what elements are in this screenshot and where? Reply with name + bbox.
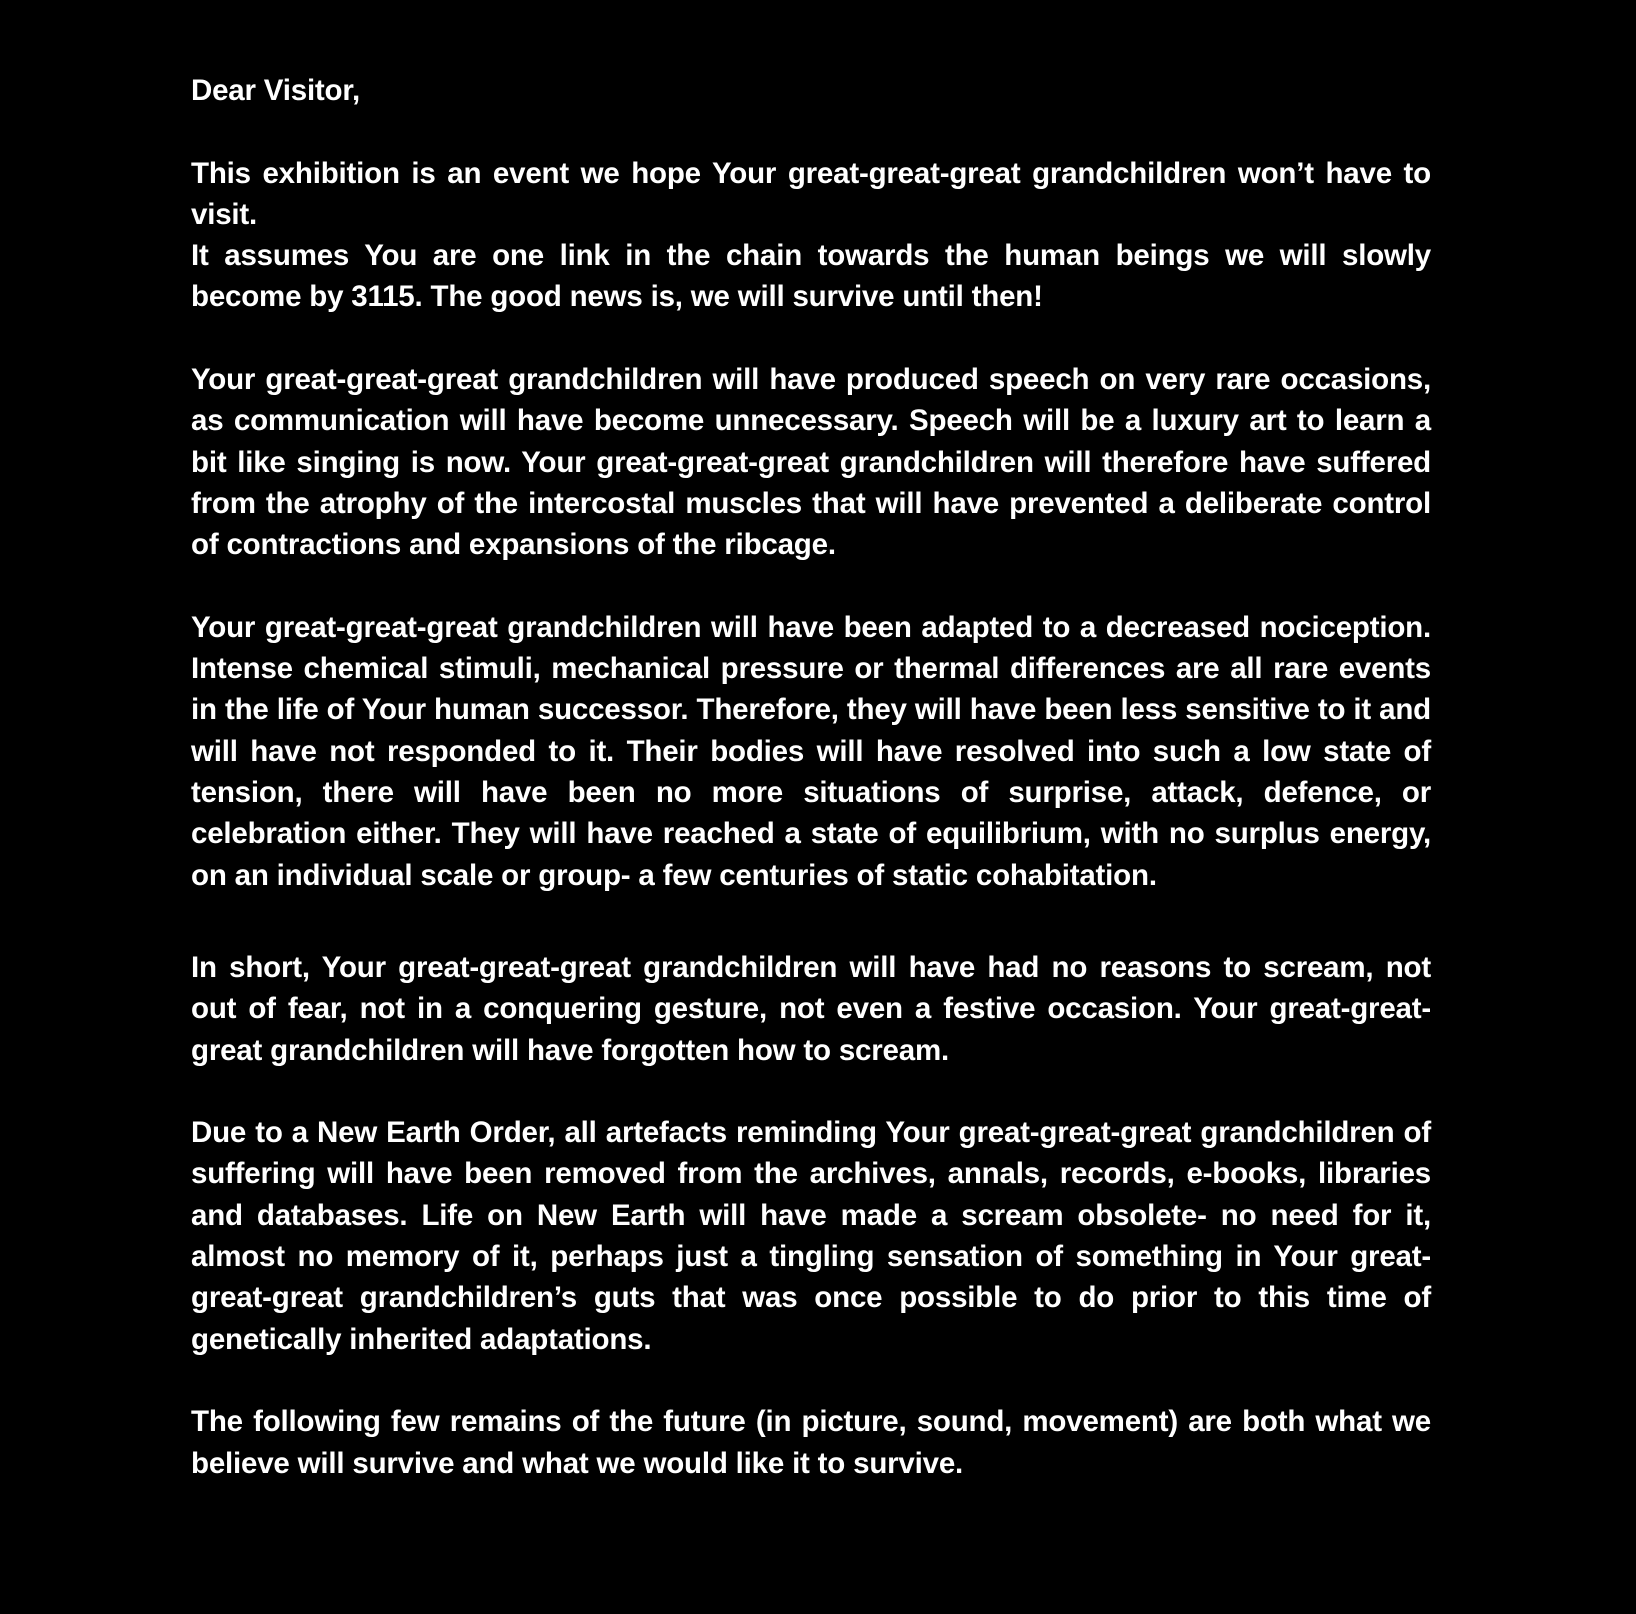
letter-body (191, 70, 1431, 1484)
paragraph-speech: Your great-great-great grandchildren will have produced speech on very rare occasions, as communication will have become unnecessary. Speech will be a luxury art to learn a bit like singing is now. Your great-great-great grandchildren will therefore have suffered from the atrophy of the intercostal muscles that will have prevented a deliberate control of contractions and expansions of the ribcage. (191, 363, 1431, 562)
paragraph-nociception: Your great-great-great grandchildren will have been adapted to a decreased nociception. Intense chemical stimuli, mechanical pressure or thermal differences are all rare events in the life of Your human successor. Therefore, they will have been less sensitive to it and will have not responded to it. Their bodies will have resolved into such a low state of tension, there will have been no more situations of surprise, attack, defence, or celebration either. They will have reached a state of equilibrium, with no surplus energy, on an individual scale or group- a few centuries of static cohabitation. (191, 610, 1431, 892)
paragraph-closing: The following few remains of the future (in picture, sound, movement) are both what we believe will survive and what we would like it to survive. (191, 1405, 1431, 1480)
paragraph-new-earth-order: Due to a New Earth Order, all artefacts reminding Your great-great-great grandchildren of suffering will have been removed from the archives, annals, records, e-books, libraries and databases. Life on New Earth will have made a scream obsolete- no need for it, almost no memory of it, perhaps just a tingling sensation of something in Your great-great-great grandchildren’s guts that was once possible to do prior to this time of genetically inherited adaptations. (191, 1116, 1431, 1356)
paragraph-intro-b: It assumes You are one link in the chain towards the human beings we will slowly become by 3115. The good news is, we will survive until then! (191, 239, 1431, 314)
salutation: Dear Visitor, (191, 74, 361, 107)
paragraph-scream: In short, Your great-great-great grandchildren will have had no reasons to scream, not out of fear, not in a conquering gesture, not even a festive occasion. Your great-great-great grandchildren will have forgotten how to scream. (191, 950, 1431, 1067)
paragraph-intro-a: This exhibition is an event we hope Your great-great-great grandchildren won’t have to visit. (191, 156, 1431, 231)
